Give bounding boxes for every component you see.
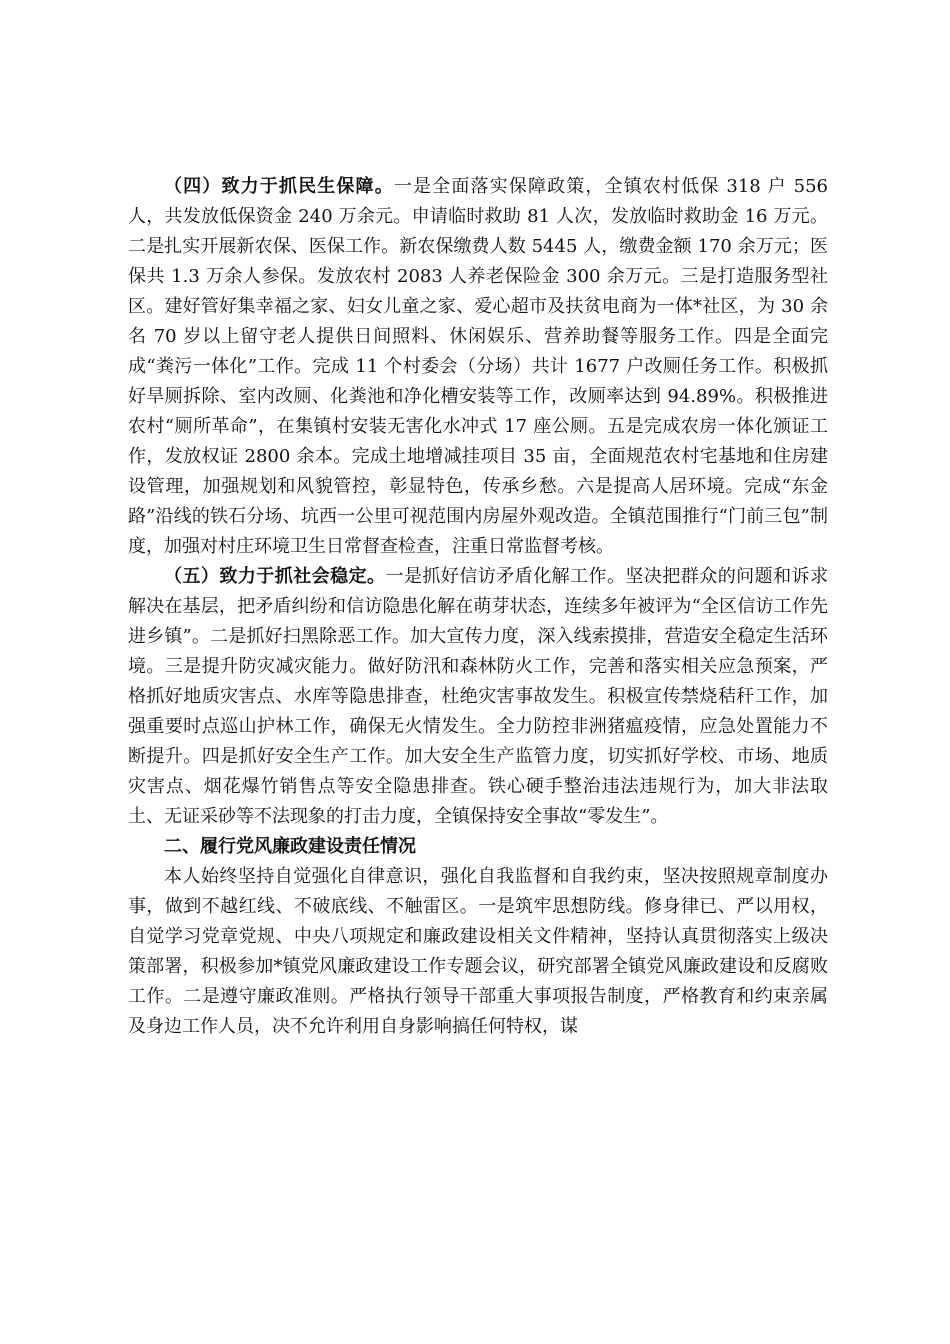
section-four-lead: （四）致力于抓民生保障。: [164, 176, 394, 197]
section-five-lead: （五）致力于抓社会稳定。: [164, 566, 386, 587]
document-body: [128, 172, 828, 1042]
section-five-body: 一是抓好信访矛盾化解工作。坚决把群众的问题和诉求解决在基层，把矛盾纠纷和信访隐患化解在萌芽状态，连续多年被评为“全区信访工作先进乡镇”。二是抓好扫黑除恶工作。加大宣传力度，深入线索摸排，营造安全稳定生活环境。三是提升防灾减灾能力。做好防汛和森林防火工作，完善和落实相关应急预案，严格抓好地质灾害点、水库等隐患排查，杜绝灾害事故发生。积极宣传禁烧秸秆工作，加强重要时点巡山护林工作，确保无火情发生。全力防控非洲猪瘟疫情，应急处置能力不断提升。四是抓好安全生产工作。加大安全生产监管力度，切实抓好学校、市场、地质灾害点、烟花爆竹销售点等安全隐患排查。铁心硬手整治违法违规行为，加大非法取土、无证采砂等不法现象的打击力度，全镇保持安全事故“零发生”。: [128, 566, 828, 827]
paragraph-section-five: [128, 562, 828, 832]
paragraph-section-two-body: 本人始终坚持自觉强化自律意识，强化自我监督和自我约束，坚决按照规章制度办事，做到不越红线、不破底线、不触雷区。一是筑牢思想防线。修身律已、严以用权，自觉学习党章党规、中央八项规定和廉政建设相关文件精神，坚持认真贯彻落实上级决策部署，积极参加*镇党风廉政建设工作专题会议，研究部署全镇党风廉政建设和反腐败工作。二是遵守廉政准则。严格执行领导干部重大事项报告制度，严格教育和约束亲属及身边工作人员，决不允许利用自身影响搞任何特权，谋: [128, 866, 828, 1037]
section-four-body: 一是全面落实保障政策，全镇农村低保 318 户 556 人，共发放低保资金 240 万余元。申请临时救助 81 人次，发放临时救助金 16 万元。二是扎实开展新农保、医保工作。新农保缴费人数 5445 人，缴费金额 170 余万元；医保共 1.3 万余人参保。发放农村 2083 人养老保险金 300 余万元。三是打造服务型社区。建好管好集幸福之家、妇女儿童之家、爱心超市及扶贫电商为一体*社区，为 30 余名 70 岁以上留守老人提供日间照料、休闲娱乐、营养助餐等服务工作。四是全面完成“粪污一体化”工作。完成 11 个村委会（分场）共计 1677 户改厕任务工作。积极抓好旱厕拆除、室内改厕、化粪池和净化槽安装等工作，改厕率达到 94.89%。积极推进农村“厕所革命”，在集镇村安装无害化水冲式 17 座公厕。五是完成农房一体化颁证工作，发放权证 2800 余本。完成土地增减挂项目 35 亩，全面规范农村宅基地和住房建设管理，加强规划和风貌管控，彰显特色，传承乡愁。六是提高人居环境。完成“东金路”沿线的铁石分场、坑西一公里可视范围内房屋外观改造。全镇范围推行“门前三包”制度，加强对村庄环境卫生日常督查检查，注重日常监督考核。: [128, 176, 828, 557]
heading-section-two: 二、履行党风廉政建设责任情况: [164, 836, 416, 857]
paragraph-section-four: [128, 172, 828, 562]
